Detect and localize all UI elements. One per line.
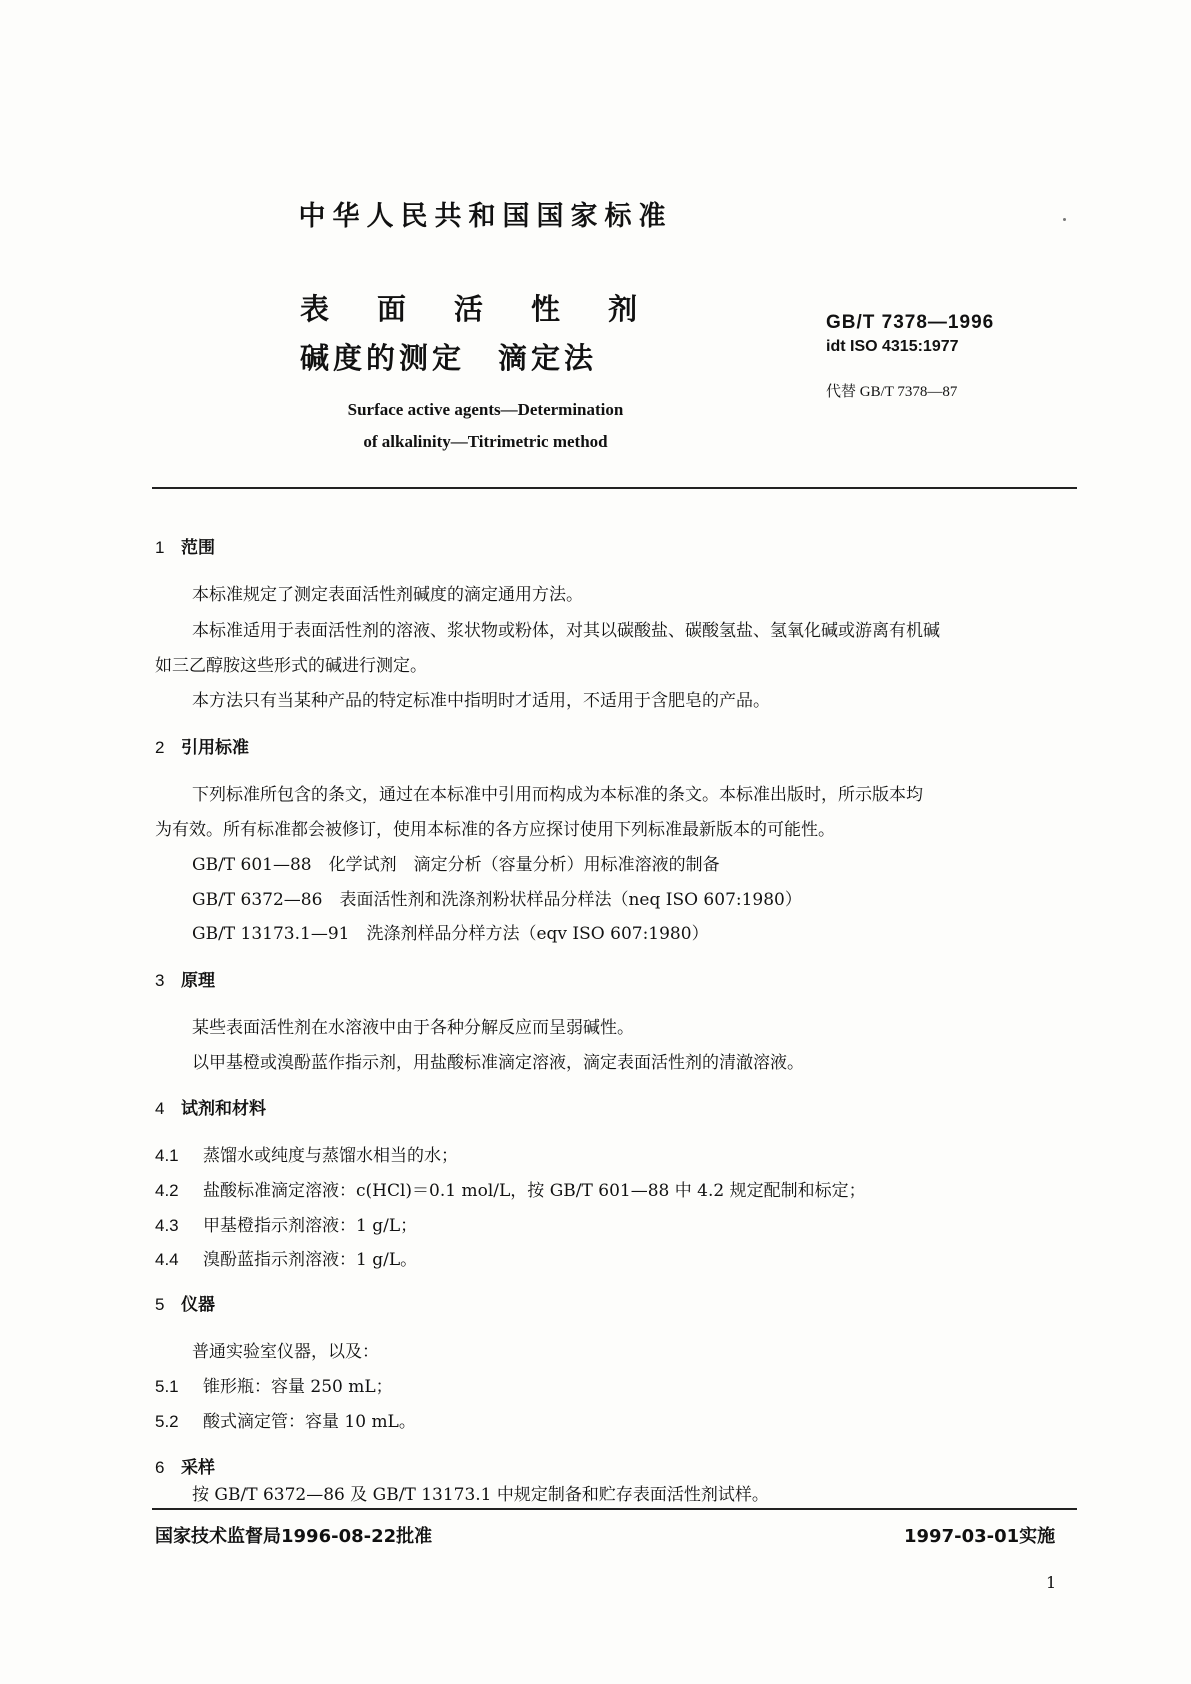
title-char: 表	[300, 292, 332, 326]
standard-code: GB/T 7378—1996	[826, 312, 995, 333]
section-1-para: 本标准规定了测定表面活性剂碱度的滴定通用方法。	[192, 585, 583, 605]
section-1-para: 本方法只有当某种产品的特定标准中指明时才适用，不适用于含肥皂的产品。	[192, 691, 770, 711]
title-char: 面	[377, 292, 409, 326]
list-item: 5.2 酸式滴定管：容量 10 mL。	[155, 1412, 416, 1432]
section-3-para: 以甲基橙或溴酚蓝作指示剂，用盐酸标准滴定溶液，滴定表面活性剂的清澈溶液。	[192, 1053, 804, 1073]
section-1-para: 如三乙醇胺这些形式的碱进行测定。	[155, 656, 427, 676]
list-item: 5.1 锥形瓶：容量 250 mL；	[155, 1377, 393, 1397]
idt-reference: idt ISO 4315:1977	[826, 338, 959, 355]
list-item: 4.1 蒸馏水或纯度与蒸馏水相当的水；	[155, 1146, 458, 1166]
header-divider	[152, 487, 1077, 489]
page-number: 1	[1046, 1573, 1057, 1592]
section-4-heading: 4 试剂和材料	[155, 1099, 266, 1119]
section-6-heading: 6 采样	[155, 1458, 215, 1478]
section-5-para: 普通实验室仪器，以及：	[192, 1342, 379, 1362]
reference-item: GB/T 6372—86 表面活性剂和洗涤剂粉状样品分样法（neq ISO 607:1980）	[192, 890, 802, 910]
section-6-para: 按 GB/T 6372—86 及 GB/T 13173.1 中规定制备和贮存表面活性剂试样。	[192, 1485, 769, 1505]
section-3-heading: 3 原理	[155, 971, 215, 991]
section-2-para: 下列标准所包含的条文，通过在本标准中引用而构成为本标准的条文。本标准出版时，所示版本均	[192, 785, 923, 805]
national-standard-heading: 中华人民共和国国家标准	[298, 201, 673, 232]
title-cn-line2: 碱度的测定 滴定法	[300, 341, 598, 375]
reference-item: GB/T 601—88 化学试剂 滴定分析（容量分析）用标准溶液的制备	[192, 855, 720, 875]
reference-item: GB/T 13173.1—91 洗涤剂样品分样方法（eqv ISO 607:1980）	[192, 924, 709, 944]
section-2-heading: 2 引用标准	[155, 738, 249, 758]
title-en-line1: Surface active agents—Determination	[347, 400, 624, 419]
section-1-heading: 1 范围	[155, 538, 215, 558]
list-item: 4.3 甲基橙指示剂溶液：1 g/L；	[155, 1216, 418, 1236]
list-item: 4.4 溴酚蓝指示剂溶液：1 g/L。	[155, 1250, 418, 1270]
title-en-line2: of alkalinity—Titrimetric method	[363, 432, 608, 451]
section-3-para: 某些表面活性剂在水溶液中由于各种分解反应而呈弱碱性。	[192, 1018, 634, 1038]
title-char: 剂	[608, 292, 640, 326]
section-2-para: 为有效。所有标准都会被修订，使用本标准的各方应探讨使用下列标准最新版本的可能性。	[155, 820, 835, 840]
section-1-para: 本标准适用于表面活性剂的溶液、浆状物或粉体，对其以碳酸盐、碳酸氢盐、氢氧化碱或游离有机碱	[192, 621, 940, 641]
effective-date: 1997-03-01实施	[904, 1526, 1056, 1547]
replaces-reference: 代替 GB/T 7378—87	[826, 384, 958, 400]
scan-speck	[1063, 218, 1066, 221]
approval-date: 国家技术监督局1996-08-22批准	[155, 1526, 433, 1547]
section-5-heading: 5 仪器	[155, 1295, 215, 1315]
footer-divider	[152, 1508, 1077, 1510]
title-char: 活	[454, 292, 486, 326]
list-item: 4.2 盐酸标准滴定溶液：c(HCl)＝0.1 mol/L，按 GB/T 601—88 中 4.2 规定配制和标定；	[155, 1181, 866, 1201]
title-char: 性	[531, 292, 563, 326]
title-cn-line1	[300, 287, 685, 328]
